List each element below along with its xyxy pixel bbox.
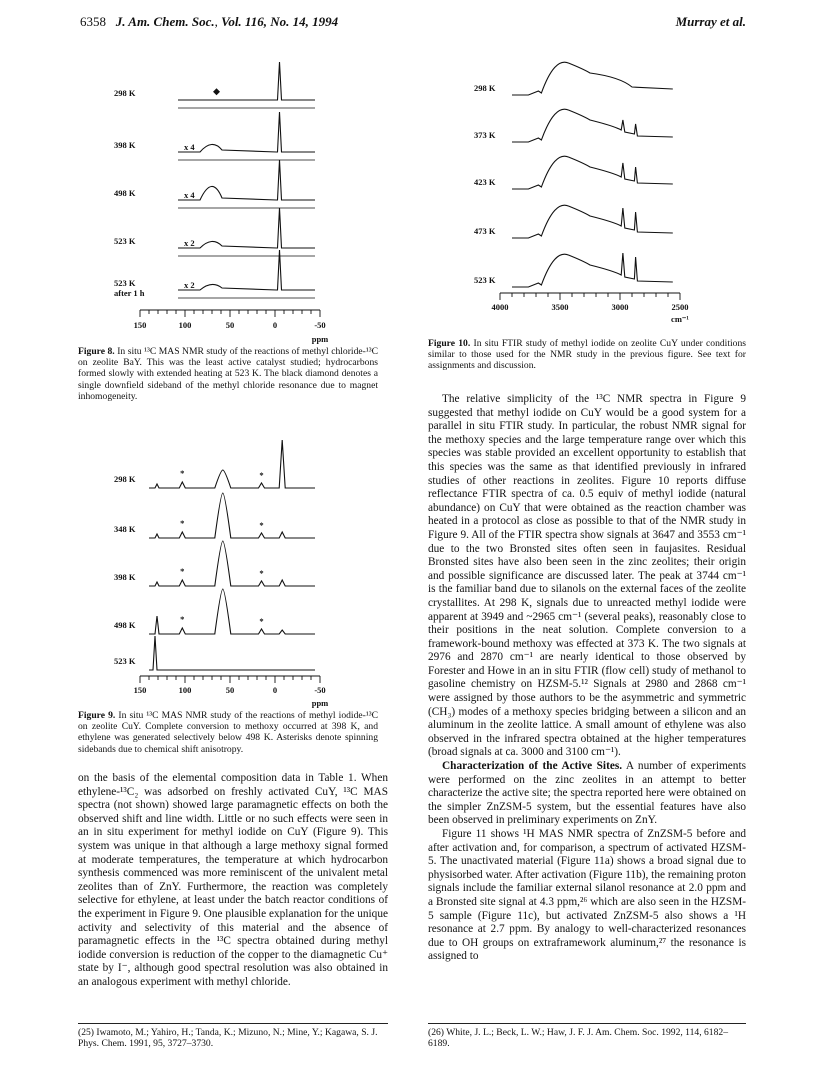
footnote-rule-right [428,1023,746,1024]
figure-8-caption-label: Figure 8. [78,346,115,357]
tick-label: 150 [133,685,147,695]
paragraph-text: A number of experiments were performed on the zinc zeolites in an attempt to better characterize the active site; the spectra reported here were obtained on the simpler ZnZSM-5 system, but the essential features have also been observed in preliminary experiments on ZnY. [428,760,746,827]
tick-label: 0 [272,685,278,695]
sideband-asterisk: * [259,568,264,578]
temperature-label: 298 K [474,83,496,93]
ftir-trace [512,205,673,238]
nmr-trace [178,62,315,100]
tick-label: -50 [314,685,326,695]
figure-9-plot [110,438,360,708]
ftir-trace [512,156,673,189]
axis-unit: ppm [311,698,329,708]
scale-multiplier: x 4 [184,190,195,200]
figure-9-caption [78,710,378,755]
temperature-label: 523 K [114,236,136,246]
scale-multiplier: x 4 [184,142,195,152]
figure-8-caption [78,346,378,402]
temperature-label: 498 K [114,620,136,630]
tick-label: 4000 [491,302,509,312]
temperature-label: 373 K [474,130,496,140]
nmr-trace [149,589,315,634]
figure-10-caption-label: Figure 10. [428,338,471,349]
temperature-label: 348 K [114,524,136,534]
figure-9 [110,438,360,708]
sideband-marker: ◆ [213,86,220,96]
sideband-asterisk: * [180,614,185,624]
footnote-26: (26) White, J. L.; Beck, L. W.; Haw, J. F. J. Am. Chem. Soc. 1992, 114, 6182–6189. [428,1027,728,1049]
tick-label: 2500 [671,302,689,312]
ftir-trace [512,253,673,287]
figure-8-plot [110,60,360,345]
left-column-text [78,772,388,990]
nmr-trace [178,160,315,200]
temperature-label: after 1 h [114,288,145,298]
figure-9-caption-text: In situ ¹³C MAS NMR study of the reactions of methyl iodide-¹³C on zeolite CuY. Complete conversion to methoxy occurred at 398 K, and ethylene was generated selectively below 498 K. Asterisks denote spinning sidebands due to chemical shift anisotropy. [78,710,378,755]
tick-label: 50 [225,320,235,330]
figure-10 [470,45,720,330]
temperature-label: 473 K [474,226,496,236]
sideband-asterisk: * [180,468,185,478]
temperature-label: 423 K [474,177,496,187]
temperature-label: 523 K [474,275,496,285]
tick-label: 100 [178,320,192,330]
tick-label: 3500 [551,302,569,312]
sideband-asterisk: * [180,566,185,576]
journal-volume: Vol. 116, No. 14, 1994 [221,14,339,29]
nmr-trace [149,636,315,670]
figure-9-caption-label: Figure 9. [78,710,116,721]
paragraph-active-sites [428,760,746,828]
figure-8-caption-text: In situ ¹³C MAS NMR study of the reactions of methyl chloride-¹³C on zeolite BaY. This was the least active catalyst studied; hydrocarbons formed slowly with extended heating at 523 K. The black diamond denotes a single downfield sideband of the methyl chloride resonance due to magnet inhomogeneity. [78,346,378,402]
nmr-trace [178,208,315,248]
page-number: 6358 [80,14,106,29]
temperature-label: 523 K [114,656,136,666]
temperature-label: 498 K [114,188,136,198]
figure-10-plot [470,45,720,330]
axis-unit: ppm [311,334,329,344]
temperature-label: 398 K [114,572,136,582]
journal-name: J. Am. Chem. Soc. [115,14,215,29]
tick-label: 100 [178,685,192,695]
nmr-trace [149,541,315,586]
tick-label: -50 [314,320,326,330]
nmr-trace [149,493,315,538]
figure-8 [110,60,360,345]
figure-10-caption-text: In situ FTIR study of methyl iodide on zeolite CuY under conditions similar to those used for the NMR study in the previous figure. See text for assignments and discussion. [428,338,746,372]
axis-unit: cm⁻¹ [671,314,689,324]
temperature-label: 298 K [114,88,136,98]
ftir-trace [512,62,673,95]
nmr-trace [149,440,315,488]
footnote-rule-left [78,1023,388,1024]
tick-label: 3000 [611,302,629,312]
section-heading: Characterization of the Active Sites. [442,760,623,773]
figure-10-caption [428,338,746,372]
temperature-label: 523 K [114,278,136,288]
paragraph: The relative simplicity of the ¹³C NMR spectra in Figure 9 suggested that methyl iodide on CuY would be a good system for a parallel in situ FTIR study. In particular, the robust NMR signal for the methoxy species and the large temperature range over which this species was stable provided an excellent opportunity to establish that this species was the same as that identified previously in infrared studies of other reactions in zeolites. Figure 10 reports diffuse reflectance FTIR spectra of ca. 0.5 equiv of methyl iodide (natural abundance) on CuY that were obtained as the reaction chamber was heated in a protocol as close as possible to that of the NMR study in Figure 9. All of the FTIR spectra show signals at 3647 and 3553 cm⁻¹ due to the two Bronsted sites often seen in faujasites. Residual Bronsted sites have also been seen in the zinc zeolites; their origin and possible significance are discussed later. The peak at 3744 cm⁻¹ is the familiar band due to silanols on the external faces of the zeolite crystallites. At 298 K, signals due to unreacted methyl iodide were apparent at 3949 and ~2965 cm⁻¹ (several peaks), reasonably close to their positions in the neat solution. Complete conversion to a framework-bound methoxy was effected at 373 K. The two signals at 2976 and 2870 cm⁻¹ are nearly identical to those observed by Forester and Howe in an in situ FTIR (flow cell) study of methanol to gasoline chemistry on HZSM-5.¹² Signals at 2980 and 2868 cm⁻¹ were assigned by those authors to be the asymmetric and symmetric (CH₃) modes of a methoxy species bridging between a silicon and an aluminum in the zeolite lattice. A small amount of ethylene was also observed in the infrared spectra obtained at the higher temperatures (broad signals at ca. 3000 and 3100 cm⁻¹). [428,393,746,759]
paragraph: on the basis of the elemental composition data in Table 1. When ethylene-¹³C₂ was adsorbed on freshly activated CuY, ¹³C MAS spectra (not shown) showed large paramagnetic effects on both the observed shift and line width. Little or no such effects were seen in an in situ experiment for methyl iodide on CuY (Figure 9). This system was unique in that although a large methoxy signal formed at moderate temperatures, the temperature at which hydrocarbon synthesis commenced was more reminiscent of the univalent metal zeolites than of ZnY. Furthermore, the reaction was completely selective for ethylene, at least under the batch reactor conditions of the experiment in Figure 9. One plausible explanation for the unique activity and selectivity of this material and the absence of paramagnetic effects in the ¹³C spectra obtained during methyl iodide conversion is reduction of the copper to the diamagnetic Cu⁺ state by I⁻, although good spectral resolution was also obtained in an analogous experiment with methyl chloride. [78,772,388,988]
sideband-asterisk: * [259,616,264,626]
sideband-asterisk: * [259,470,264,480]
sideband-asterisk: * [259,520,264,530]
ftir-trace [512,109,673,142]
running-head-authors: Murray et al. [675,14,746,29]
sideband-asterisk: * [180,518,185,528]
right-column-text [428,393,746,964]
scale-multiplier: x 2 [184,238,195,248]
tick-label: 0 [272,320,278,330]
footnote-25: (25) Iwamoto, M.; Yahiro, H.; Tanda, K.; Mizuno, N.; Mine, Y.; Kagawa, S. J. Phys. Chem. 1991, 95, 3727–3730. [78,1027,378,1049]
page-header [80,14,746,32]
tick-label: 50 [225,685,235,695]
temperature-label: 298 K [114,474,136,484]
nmr-trace [178,112,315,152]
tick-label: 150 [133,320,147,330]
paragraph: Figure 11 shows ¹H MAS NMR spectra of ZnZSM-5 before and after activation and, for comparison, a spectrum of activated HZSM-5. The unactivated material (Figure 11a) shows a broad signal due to physisorbed water. After activation (Figure 11b), the remaining proton signals include the familiar external silanol resonance at 2.0 ppm and a Bronsted site signal at 4.3 ppm,²⁶ which are also seen in the HZSM-5 sample (Figure 11c), but activated ZnZSM-5 also shows a ¹H resonance at 2.7 ppm. By analogy to well-characterized resonances due to OH groups on extraframework aluminum,²⁷ the resonance is assigned to [428,828,746,963]
temperature-label: 398 K [114,140,136,150]
running-head-left: 6358 J. Am. Chem. Soc., Vol. 116, No. 14, 1994 [80,14,339,29]
scale-multiplier: x 2 [184,280,195,290]
